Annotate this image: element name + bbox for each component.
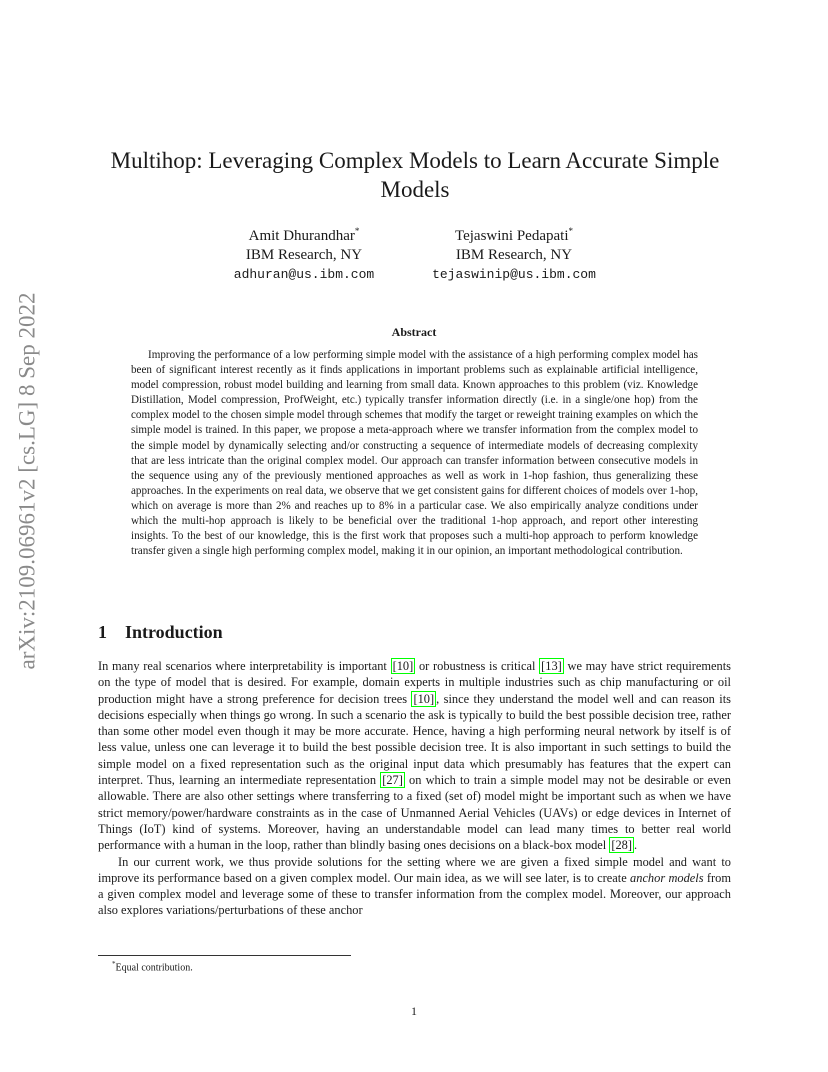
text-run: In our current work, we thus provide solutions for the setting where we are given a fixed simple model and want to improve its performance based on a given complex model. Our main idea, as we will see later, is to create xyxy=(98,854,731,885)
page-number: 1 xyxy=(411,1004,417,1018)
footnote-text: Equal contribution. xyxy=(115,962,193,974)
author-2-name: Tejaswini Pedapati xyxy=(454,228,569,244)
citation-link[interactable]: [10] xyxy=(392,659,414,673)
author-2-name-line xyxy=(424,222,604,246)
text-run: . xyxy=(633,838,638,853)
author-block xyxy=(0,222,828,282)
author-1-mark: * xyxy=(354,226,360,236)
section-title: Introduction xyxy=(125,622,223,642)
author-1-email: adhuran@us.ibm.com xyxy=(233,267,375,282)
footnote-divider xyxy=(98,955,351,956)
citation-link[interactable]: [27] xyxy=(382,773,403,788)
citation-link[interactable]: [28] xyxy=(611,838,632,853)
text-run: on which to train a simple model may not be desirable or even allowable. There are also other settings where transferring to a fixed (set of) model might be important such as when we have strict memory/power/hardware constraints as in the case of Unmanned Aerial Vehicles (UAVs) or edge devices in Internet of Things (IoT) kind of systems. Moreover, having an understandable model can lead many times to better real world performance with a human in the loop, rather than blindly basing ones decisions on a black-box model xyxy=(98,773,731,853)
footnote-mark: * xyxy=(112,960,116,968)
abstract-body: Improving the performance of a low performing simple model with the assistance of a high performing complex model has been of significant interest recently as it finds applications in important problems such as explainable artificial intelligence, model compression, robust model building and learning from small data. Known approaches to this problem (viz. Knowledge Distillation, Model compression, ProfWeight, etc.) typically transfer information directly (i.e. in a single/one hop) from the complex model to the chosen simple model through schemes that modify the target or reweight training examples on which the simple model is trained. In this paper, we propose a meta-approach where we transfer information from the complex model to the simple model by dynamically selecting and/or constructing a sequence of intermediate models of decreasing complexity that are less intricate than the original complex model. Our approach can transfer information between consecutive models in the sequence using any of the previously mentioned approaches as well as work in 1-hop fashion, thus generalizing these approaches. In the experiments on real data, we observe that we get consistent gains for different choices of models over 1-hop, which on average is more than 2% and reaches up to 8% in a particular case. We also empirically analyze conditions under which the multi-hop approach is likely to be beneficial over the traditional 1-hop approach, and report other interesting insights. To the best of our knowledge, this is the first work that proposes such a multi-hop approach to perform knowledge transfer given a single high performing complex model, making it in our opinion, an important methodological contribution. xyxy=(131,349,698,558)
section-number: 1 xyxy=(98,622,107,642)
author-2-mark: * xyxy=(568,226,573,236)
intro-paragraph-1 xyxy=(98,658,731,854)
intro-paragraph-2 xyxy=(98,854,731,919)
footnote xyxy=(112,960,193,973)
citation-link[interactable]: [10] xyxy=(413,691,435,706)
text-run: , since they understand the model well and can reason its decisions especially when things go wrong. In such a scenario the ask is typically to build the best possible decision tree, rather than some other model even though it may be more accurate. Hence, having a high performing neural network by itself is of less value, unless one can leverage it to build the best possible decision tree. It is also important in such settings to build the simple model on a fixed representation such as the original input data which presumably has features that the expert can interpret. Thus, learning an intermediate representation xyxy=(98,691,731,788)
text-run: or robustness is critical xyxy=(415,659,540,673)
abstract-heading: Abstract xyxy=(391,325,437,339)
introduction-body xyxy=(98,658,731,919)
arxiv-id: arXiv:2109.06961v2 [cs.LG] 8 Sep 2022 xyxy=(14,292,39,670)
text-run: we may have strict requirements on the type of model that is desired. For example, domain experts in multiple industries such as chip manufacturing or oil production might have a strong preference for decision trees xyxy=(98,659,731,706)
citation-link[interactable]: [13] xyxy=(541,659,562,673)
author-2-affiliation: IBM Research, NY xyxy=(455,247,573,263)
arxiv-stamp xyxy=(10,292,44,670)
author-1-name-line xyxy=(214,222,394,246)
author-1-name: Amit Dhurandhar xyxy=(248,228,355,244)
section-heading xyxy=(98,622,223,643)
paper-title: Multihop: Leveraging Complex Models to Learn Accurate Simple Models xyxy=(110,148,720,202)
text-run: from a given complex model and leverage some of these to transfer information from the complex model. Moreover, our approach also explores variations/perturbations of these anchor xyxy=(98,870,731,918)
emphasized-term: anchor models xyxy=(630,870,704,885)
author-2 xyxy=(424,222,604,284)
author-1-affiliation: IBM Research, NY xyxy=(245,247,363,263)
author-2-email: tejaswinip@us.ibm.com xyxy=(432,267,596,282)
text-run: In many real scenarios where interpretability is important xyxy=(98,659,391,673)
author-1 xyxy=(214,222,394,284)
